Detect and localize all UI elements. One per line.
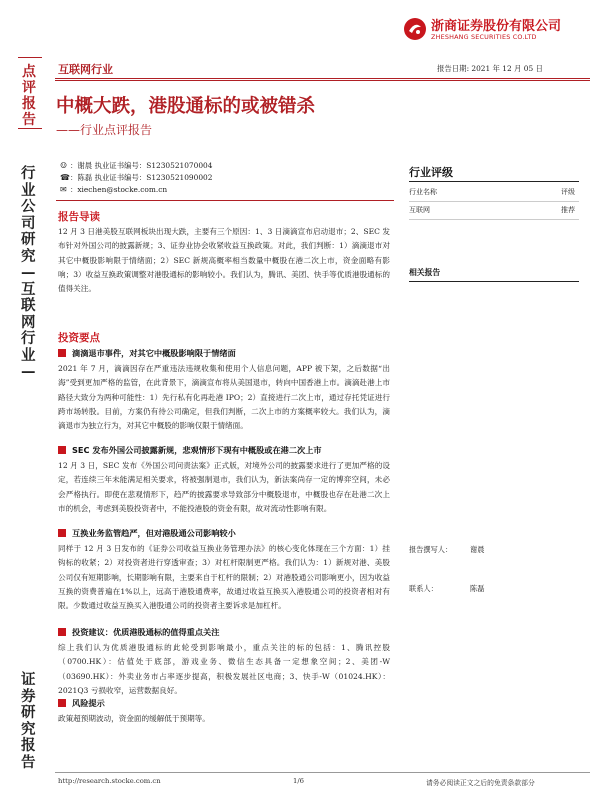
- contact-label: 联系人：: [409, 584, 438, 593]
- square-bullet-icon: [58, 529, 66, 537]
- phone-icon: ☎: [60, 173, 70, 182]
- report-writer-label: 报告撰写人：: [409, 545, 453, 554]
- analyst-list: [60, 160, 400, 196]
- logo-mark-icon: [403, 17, 427, 41]
- report-subtitle: ——行业点评报告: [56, 123, 153, 137]
- analyst-email[interactable]: ：xiechen@stocke.com.cn: [70, 185, 168, 194]
- side-label-top: 点评报告: [22, 64, 36, 128]
- page-number: 1/6: [293, 777, 304, 785]
- rating-row: [409, 184, 579, 202]
- related-reports-title: 相关报告: [409, 268, 441, 277]
- report-title: 中概大跌，港股通标的或被错杀: [56, 96, 316, 117]
- mail-icon: ✉: [60, 185, 67, 194]
- rating-row: [409, 202, 579, 220]
- point-5: [58, 698, 390, 726]
- side-label-middle: 行业公司研究—互联网行业—: [21, 166, 36, 380]
- point-heading: 滴滴退市事件，对其它中概股影响限于情绪面: [58, 348, 390, 359]
- report-date: 报告日期: 2021 年 12 月 05 日: [437, 64, 543, 73]
- square-bullet-icon: [58, 628, 66, 636]
- rating-row-name: 互联网: [409, 206, 430, 214]
- analyst-divider: [56, 200, 394, 201]
- footer-url[interactable]: http://research.stocke.com.cn: [58, 777, 161, 785]
- analyst-row: [60, 184, 400, 196]
- header-divider-thin: [55, 80, 590, 81]
- rating-table: [409, 184, 579, 220]
- related-reports-line: [409, 281, 579, 282]
- report-writer-name: 谢晨: [470, 545, 485, 554]
- point-text: 2021 年 7 月，滴滴因存在严重违法违规收集和使用个人信息问题，APP 被下架，之后数据“出海”受到更加严格的监管，在此背景下，滴滴宣布将从美国退市，转向中国香港上市。滴滴赴港上市路径大致分为两种可能性：1）先行私有化再赴港 IPO；2）直接进行二次上市，通过存托凭证进行跨市场转股。目前，方案仍有待公司确定，但我们判断，二次上市的方案概率较大。我们认为，滴滴退市为独立行为，对其它中概股的影响仅限于情绪面。: [58, 364, 390, 431]
- point-text: 综上我们认为优质港股通标的此轮受到影响最小，重点关注的标的包括：1、腾讯控股（0700.HK）：估值处于底部，游戏业务、微信生态具备一定想象空间；2、美团-W（03690.HK）：外卖业务市占率逐步提高，积极发展社区电商；3、快手-W（01024.HK）：2021Q3 亏损收窄，运营数据良好。: [58, 643, 390, 695]
- guide-title: 报告导读: [58, 211, 100, 223]
- analyst-row: [60, 160, 400, 172]
- point-3: [58, 528, 390, 613]
- company-logo: [403, 15, 593, 45]
- point-2: [58, 445, 390, 516]
- rating-row-value: 推荐: [561, 206, 575, 214]
- contact-name: 陈磊: [470, 584, 485, 593]
- header-divider: [55, 78, 590, 79]
- rating-title-line: [409, 181, 579, 182]
- person-icon: ☺: [60, 161, 68, 170]
- company-name-en: ZHESHANG SECURITIES CO.LTD: [431, 33, 537, 41]
- square-bullet-icon: [58, 699, 66, 707]
- company-name-cn: 浙商证券股份有限公司: [431, 19, 562, 34]
- point-heading: SEC 发布外国公司披露新规，悲观情形下现有中概股或在港二次上市: [58, 445, 390, 456]
- point-heading: 互换业务监管趋严，但对港股通公司影响较小: [58, 528, 390, 539]
- rating-row-name: 行业名称: [409, 188, 437, 196]
- side-label-bottom: 证券研究报告: [21, 672, 36, 771]
- square-bullet-icon: [58, 349, 66, 357]
- footer-line: [55, 772, 590, 773]
- analyst-row: [60, 172, 400, 184]
- footer-disclaimer: 请务必阅读正文之后的免责条款部分: [426, 779, 535, 787]
- point-1: [58, 348, 390, 433]
- analyst-2: ：陈磊 执业证书编号：S1230521090002: [70, 173, 213, 182]
- analyst-1: ：谢晨 执业证书编号：S1230521070004: [70, 161, 213, 170]
- industry-tag: 互联网行业: [58, 63, 113, 76]
- guide-text: 12 月 3 日港美股互联网板块出现大跌，主要有三个原因：1、3 日滴滴宣布启动退市；2、SEC 发布针对外国公司的披露新规；3、证券业协会收紧收益互换政策。对此，我们判断：1）滴滴退市对其它中概股影响限于情绪面；2）SEC 新规高概率相当数量中概股在港二次上市，资金面略有影响；3）收益互换政策调整对港股通标的影响较小。我们认为，腾讯、美团、快手等优质港股通标的值得关注。: [58, 227, 390, 294]
- points-title: 投资要点: [58, 332, 100, 344]
- point-heading: 风险提示: [58, 698, 390, 709]
- point-text: 同样于 12 月 3 日发布的《证券公司收益互换业务管理办法》的核心变化体现在三个方面：1）挂钩标的收紧；2）对投资者进行穿透审查；3）对杠杆限制更严格。我们认为：1）新规对港、美股公司仅有短期影响，长期影响有限，主要来自于杠杆的限制；2）对港股通公司影响更小，因为收益互换的资费普遍在1%以上，远高于港股通费率，故通过收益互换买入港股通公司的投资者相对有限。少数通过收益互换买入港股通公司的投资者主要诉求是加杠杆。: [58, 544, 390, 611]
- point-4: [58, 627, 390, 698]
- square-bullet-icon: [58, 446, 66, 454]
- point-heading: 投资建议：优质港股通标的值得重点关注: [58, 627, 390, 638]
- point-text: 政策超预期波动，资金面的缓解低于预期等。: [58, 714, 210, 723]
- rating-row-value: 评级: [561, 188, 575, 196]
- rating-title: 行业评级: [409, 166, 453, 179]
- point-text: 12 月 3 日，SEC 发布《外国公司问责法案》正式版，对境外公司的披露要求进行了更加严格的设定，若连续三年未能满足相关要求，将被强制退市，我们认为，新法案尚存一定的博弈空间，未必会严格执行。即使在悲观情形下，趋严的披露要求导致部分中概股退市，中概股也存在赴港二次上市的机会，考虑到美股投资者中，不能投港股的资金有限，故对流动性影响有限。: [58, 461, 390, 513]
